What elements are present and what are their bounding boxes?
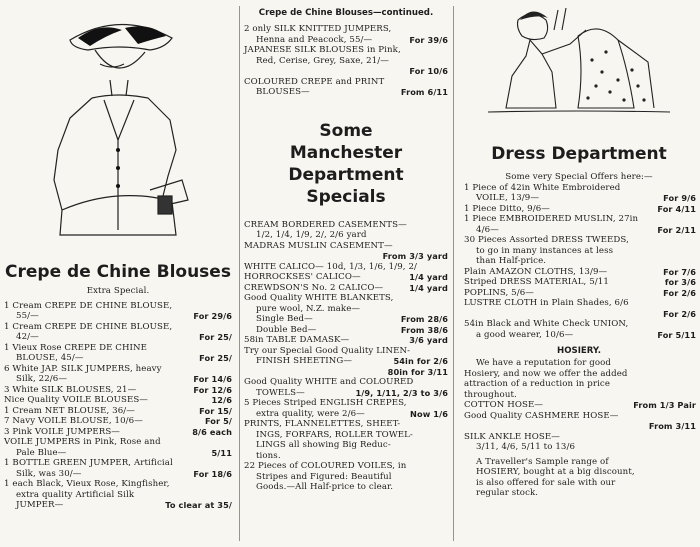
- item-description: BLOUSES—: [256, 87, 310, 97]
- item-description: 7 Navy VOILE BLOUSE, 10/6—: [4, 416, 143, 426]
- item-description: 54in Black and White Check UNION,: [464, 319, 629, 329]
- item-price: From 1/3 Pair: [633, 400, 696, 410]
- list-item: [244, 262, 448, 273]
- list-item: [4, 469, 232, 480]
- item-price: From 38/6: [400, 324, 448, 335]
- text-line: regular stock.: [476, 488, 539, 498]
- list-item: [244, 377, 448, 388]
- item-description: BLOUSE, 45/—: [16, 353, 84, 363]
- item-description: Nice Quality VOILE BLOUSES—: [4, 395, 148, 405]
- item-description: 55/—: [16, 311, 39, 321]
- list-item: [244, 35, 448, 46]
- item-price: For 5/11: [657, 329, 696, 340]
- list-item: [4, 374, 232, 385]
- text-line: attraction of a reduction in price: [464, 379, 611, 389]
- list-item: [244, 220, 448, 231]
- hosiery-intro: [458, 358, 700, 400]
- item-description: than Half-price.: [476, 256, 547, 266]
- item-price: 8/6 each: [192, 426, 232, 437]
- list-item: [244, 367, 448, 378]
- text-line: is also offered for sale with our: [476, 477, 616, 488]
- item-description: FINISH SHEETING—: [256, 356, 353, 366]
- item-price: For 5/: [204, 416, 232, 426]
- item-description: INGS, FORFARS, ROLLER TOWEL-: [256, 429, 413, 440]
- list-item: [244, 335, 448, 346]
- list-item: [464, 421, 696, 432]
- item-price: For 39/6: [409, 34, 448, 45]
- item-description: 5 Pieces Striped ENGLISH CREPES,: [244, 398, 407, 408]
- text-line: Hosiery, and now we offer the added: [464, 368, 628, 379]
- list-item: [4, 364, 232, 375]
- list-item: [464, 309, 696, 320]
- item-description: 1 Piece Ditto, 9/6—: [464, 203, 550, 214]
- item-price: To clear at 35/: [165, 500, 232, 510]
- list-item: [244, 293, 448, 304]
- hosiery-heading: HOSIERY.: [557, 346, 601, 356]
- item-price: For 25/: [199, 332, 232, 342]
- list-item: [464, 256, 696, 267]
- item-price: For 25/: [199, 353, 232, 363]
- item-description: 1 Vieux Rose CREPE DE CHINE: [4, 342, 148, 353]
- item-price: For 15/: [199, 405, 232, 416]
- item-description: a good wearer, 10/6—: [476, 329, 574, 340]
- list-item: [244, 283, 448, 294]
- list-item: [244, 440, 448, 451]
- item-list: [244, 24, 448, 98]
- item-description: SILK ANKLE HOSE—: [464, 431, 560, 442]
- item-description: pure wool, N.Z. make—: [256, 303, 361, 314]
- hosiery-list: [458, 400, 700, 453]
- item-price: From 3/3 yard: [382, 251, 448, 261]
- list-item: [244, 482, 448, 493]
- column-divider: [453, 6, 454, 541]
- list-item: [4, 332, 232, 343]
- list-item: [464, 267, 696, 278]
- list-item: [244, 304, 448, 315]
- item-description: 3/11, 4/6, 5/11 to 13/6: [476, 442, 576, 452]
- item-description: Goods.—All Half-price to clear.: [256, 482, 394, 492]
- list-item: [4, 416, 232, 427]
- item-list: [244, 220, 448, 493]
- item-price: For 2/11: [657, 224, 696, 235]
- item-price: From 6/11: [400, 87, 448, 97]
- item-price: For 4/11: [657, 203, 696, 214]
- list-item: [244, 461, 448, 472]
- item-description: Good Quality WHITE BLANKETS,: [244, 293, 394, 303]
- list-item: [244, 45, 448, 56]
- item-description: LUSTRE CLOTH in Plain Shades, 6/6: [464, 298, 629, 308]
- list-item: [4, 301, 232, 312]
- item-price: From 3/11: [648, 421, 696, 431]
- column-dress-department: [458, 0, 700, 547]
- item-description: Silk, 22/6—: [16, 374, 68, 384]
- item-description: 3 White SILK BLOUSES, 21—: [4, 384, 137, 395]
- list-item: [244, 325, 448, 336]
- item-description: PRINTS, FLANNELETTES, SHEET-: [244, 419, 401, 429]
- list-item: [244, 87, 448, 98]
- list-item: [464, 183, 696, 194]
- item-description: 4/6—: [476, 224, 499, 235]
- item-price: 1/9, 1/11, 2/3 to 3/6: [355, 387, 448, 398]
- item-description: 42/—: [16, 332, 39, 342]
- item-price: For 2/6: [663, 308, 696, 319]
- list-item: [244, 409, 448, 420]
- list-item: [4, 437, 232, 448]
- item-description: 58in TABLE DAMASK—: [244, 335, 350, 345]
- item-description: VOILE, 13/9—: [476, 193, 540, 203]
- item-description: extra quality, were 2/6—: [256, 408, 365, 419]
- list-item: [244, 398, 448, 409]
- list-item: [4, 322, 232, 333]
- item-description: 6 White JAP. SILK JUMPERS, heavy: [4, 363, 162, 374]
- section-title: [244, 120, 448, 208]
- list-item: [244, 419, 448, 430]
- list-item: [244, 356, 448, 367]
- item-description: Silk, was 30/—: [16, 468, 82, 479]
- list-item: [4, 406, 232, 417]
- item-description: Single Bed—: [256, 314, 313, 324]
- column-divider: [239, 6, 240, 541]
- section-subtitle: Extra Special.: [86, 286, 150, 296]
- item-description: tions.: [256, 450, 281, 461]
- list-item: [464, 400, 696, 411]
- title-line: Some: [319, 120, 373, 141]
- item-price: For 18/6: [193, 468, 232, 479]
- item-price: 5/11: [211, 447, 232, 458]
- item-price: 3/6 yard: [409, 335, 448, 345]
- item-description: 1/2, 1/4, 1/9, 2/, 2/6 yard: [256, 230, 367, 240]
- item-description: LINGS all showing Big Reduc-: [256, 440, 391, 450]
- item-description: 3 Pink VOILE JUMPERS—: [4, 426, 121, 437]
- item-description: 1 BOTTLE GREEN JUMPER, Artificial: [4, 458, 173, 468]
- item-description: Double Bed—: [256, 324, 317, 335]
- list-item: [464, 235, 696, 246]
- list-item: [4, 458, 232, 469]
- item-price: for 3/6: [664, 277, 696, 287]
- list-item: [4, 395, 232, 406]
- item-description: 1 Cream CREPE DE CHINE BLOUSE,: [4, 300, 173, 311]
- list-item: [4, 448, 232, 459]
- list-item: [244, 251, 448, 262]
- list-item: [464, 246, 696, 257]
- list-item: [464, 442, 696, 453]
- item-price: For 12/6: [193, 384, 232, 395]
- item-description: Good Quality WHITE and COLOURED: [244, 377, 414, 387]
- list-item: [4, 427, 232, 438]
- section-title: Crepe de Chine Blouses: [5, 262, 231, 282]
- item-description: CREWDSON'S No. 2 CALICO—: [244, 282, 384, 293]
- list-item: [244, 241, 448, 252]
- list-item: [464, 319, 696, 330]
- item-description: VOILE JUMPERS in Pink, Rose and: [4, 437, 161, 447]
- list-item: [4, 311, 232, 322]
- list-item: [4, 490, 232, 501]
- item-description: Stripes and Figured: Beautiful: [256, 471, 392, 482]
- list-item: [244, 314, 448, 325]
- item-description: Try our Special Good Quality LINEN-: [244, 345, 411, 356]
- item-price: 54in for 2/6: [393, 356, 448, 366]
- item-price: For 2/6: [663, 287, 696, 298]
- list-item: [464, 214, 696, 225]
- item-description: to go in many instances at less: [476, 245, 614, 256]
- item-price: For 10/6: [409, 66, 448, 76]
- illustration-lady-with-fabric: [458, 0, 700, 132]
- list-item: [4, 500, 232, 511]
- list-item: [244, 230, 448, 241]
- item-description: JAPANESE SILK BLOUSES in Pink,: [244, 45, 401, 55]
- list-item: [464, 432, 696, 443]
- intro-text: Some very Special Offers here:—: [505, 172, 653, 182]
- item-price: 12/6: [211, 395, 232, 405]
- list-item: [464, 204, 696, 215]
- list-item: [244, 472, 448, 483]
- list-item: [244, 56, 448, 67]
- item-price: For 9/6: [663, 193, 696, 203]
- item-description: 1 Cream NET BLOUSE, 36/—: [4, 405, 135, 416]
- item-price: For 14/6: [193, 374, 232, 384]
- item-description: CREAM BORDERED CASEMENTS—: [244, 219, 407, 230]
- section-title: Dress Department: [491, 144, 667, 164]
- list-item: [4, 353, 232, 364]
- list-item: [244, 24, 448, 35]
- list-item: [4, 385, 232, 396]
- list-item: [464, 298, 696, 309]
- item-price: 1/4 yard: [409, 272, 448, 282]
- item-description: Striped DRESS MATERIAL, 5/11: [464, 277, 609, 287]
- item-description: COTTON HOSE—: [464, 400, 544, 410]
- item-description: 30 Pieces Assorted DRESS TWEEDS,: [464, 235, 629, 245]
- list-item: [464, 330, 696, 341]
- item-description: Henna and Peacock, 55/—: [256, 34, 373, 45]
- list-item: [244, 451, 448, 462]
- item-list: [458, 183, 700, 341]
- item-price: Now 1/6: [410, 408, 448, 419]
- item-price: 80in for 3/11: [387, 366, 448, 377]
- closing-text: [458, 457, 700, 499]
- item-description: 1 each Black, Vieux Rose, Kingfisher,: [4, 479, 170, 489]
- item-description: JUMPER—: [16, 500, 64, 510]
- item-price: For 29/6: [193, 311, 232, 321]
- item-description: extra quality Artificial Silk: [16, 489, 135, 500]
- list-item: [464, 277, 696, 288]
- list-item: [244, 388, 448, 399]
- item-list: [0, 297, 236, 511]
- title-line: Specials: [306, 186, 386, 207]
- list-item: [244, 77, 448, 88]
- item-description: Good Quality CASHMERE HOSE—: [464, 410, 619, 421]
- list-item: [464, 411, 696, 422]
- item-description: 22 Pieces of COLOURED VOILES, in: [244, 461, 407, 471]
- list-item: [464, 288, 696, 299]
- column-manchester: [244, 0, 448, 547]
- list-item: [244, 272, 448, 283]
- item-description: COLOURED CREPE and PRINT: [244, 76, 385, 87]
- title-line: Manchester Department: [288, 142, 404, 185]
- item-price: For 7/6: [663, 266, 696, 277]
- item-description: 1 Piece of 42in White Embroidered: [464, 182, 621, 193]
- list-item: [464, 193, 696, 204]
- item-description: TOWELS—: [256, 387, 305, 398]
- item-description: Pale Blue—: [16, 447, 67, 458]
- item-description: MADRAS MUSLIN CASEMENT—: [244, 240, 393, 251]
- list-item: [464, 225, 696, 236]
- text-line: throughout.: [464, 389, 517, 400]
- continued-header: Crepe de Chine Blouses—continued.: [258, 8, 434, 18]
- item-description: HORROCKSES' CALICO—: [244, 272, 361, 282]
- item-description: Plain AMAZON CLOTHS, 13/9—: [464, 266, 608, 277]
- item-description: Red, Cerise, Grey, Saxe, 21/—: [256, 55, 389, 66]
- list-item: [244, 430, 448, 441]
- list-item: [4, 343, 232, 354]
- item-price: From 28/6: [400, 314, 448, 324]
- fashion-illustration-woman-in-hat: [0, 0, 236, 250]
- item-description: 1 Piece EMBROIDERED MUSLIN, 27in: [464, 214, 639, 224]
- list-item: [244, 346, 448, 357]
- column-crepe-blouses: [0, 0, 236, 547]
- text-line: We have a reputation for good: [476, 358, 612, 368]
- item-description: 2 only SILK KNITTED JUMPERS,: [244, 24, 392, 34]
- item-price: 1/4 yard: [409, 282, 448, 293]
- item-description: 1 Cream CREPE DE CHINE BLOUSE,: [4, 321, 173, 332]
- list-item: [4, 479, 232, 490]
- text-line: A Traveller's Sample range of: [476, 456, 609, 467]
- text-line: HOSIERY, bought at a big discount,: [476, 467, 635, 477]
- item-description: WHITE CALICO— 10d, 1/3, 1/6, 1/9, 2/: [244, 261, 418, 272]
- item-description: POPLINS, 5/6—: [464, 287, 534, 298]
- list-item: [244, 66, 448, 77]
